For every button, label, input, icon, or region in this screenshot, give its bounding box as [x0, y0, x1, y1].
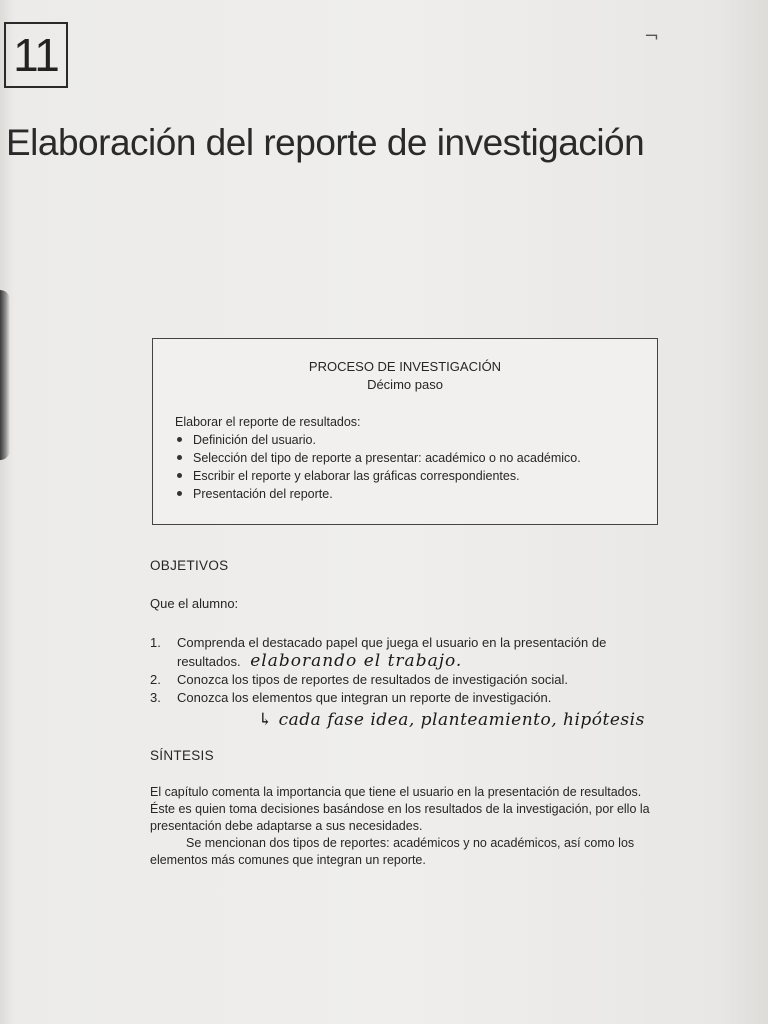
synthesis-text: [150, 784, 656, 869]
pen-mark: ¬: [644, 26, 660, 47]
chapter-title: Elaboración del reporte de investigación: [6, 122, 645, 163]
process-step-item: Presentación del reporte.: [175, 485, 581, 503]
objectives-heading: OBJETIVOS: [150, 558, 229, 573]
synthesis-heading: SÍNTESIS: [150, 748, 214, 763]
chapter-number: 11: [4, 22, 68, 88]
process-box: [152, 338, 658, 525]
objective-item: [150, 671, 670, 689]
process-step-item: Definición del usuario.: [175, 431, 581, 449]
objective-text: Conozca los tipos de reportes de resultados de investigación social.: [177, 672, 568, 687]
objective-text: Comprenda el destacado papel que juega el usuario en la presentación de resultados.: [177, 635, 607, 669]
objective-item: [150, 689, 670, 707]
process-box-intro: Elaborar el reporte de resultados:: [175, 415, 361, 429]
handwritten-annotation: elaborando el trabajo.: [250, 651, 463, 671]
objective-number: 3.: [150, 690, 161, 705]
process-step-item: Escribir el reporte y elaborar las gráficas correspondientes.: [175, 467, 581, 485]
objective-number: 2.: [150, 672, 161, 687]
objectives-lead: Que el alumno:: [150, 596, 239, 611]
synthesis-paragraph-1: El capítulo comenta la importancia que tiene el usuario en la presentación de resultados. Éste es quien toma decisiones basándose en los resultados de la investigación, por ello la presentación debe adaptarse a sus necesidades.: [150, 785, 650, 833]
objective-item: [150, 634, 670, 671]
process-step-item: Selección del tipo de reporte a presentar: académico o no académico.: [175, 449, 581, 467]
handwritten-note: ↳ cada fase idea, planteamiento, hipótesis: [258, 710, 645, 730]
objective-text: Conozca los elementos que integran un reporte de investigación.: [177, 690, 552, 705]
objective-number: 1.: [150, 635, 161, 650]
objectives-list: [150, 634, 670, 707]
process-step-list: [175, 431, 581, 503]
synthesis-paragraph-2: Se mencionan dos tipos de reportes: académicos y no académicos, así como los elementos más comunes que integran un reporte.: [150, 836, 635, 867]
process-box-title: PROCESO DE INVESTIGACIÓN: [308, 359, 502, 374]
process-box-subtitle: Décimo paso: [367, 377, 443, 392]
page-binding-shadow: [0, 290, 10, 460]
